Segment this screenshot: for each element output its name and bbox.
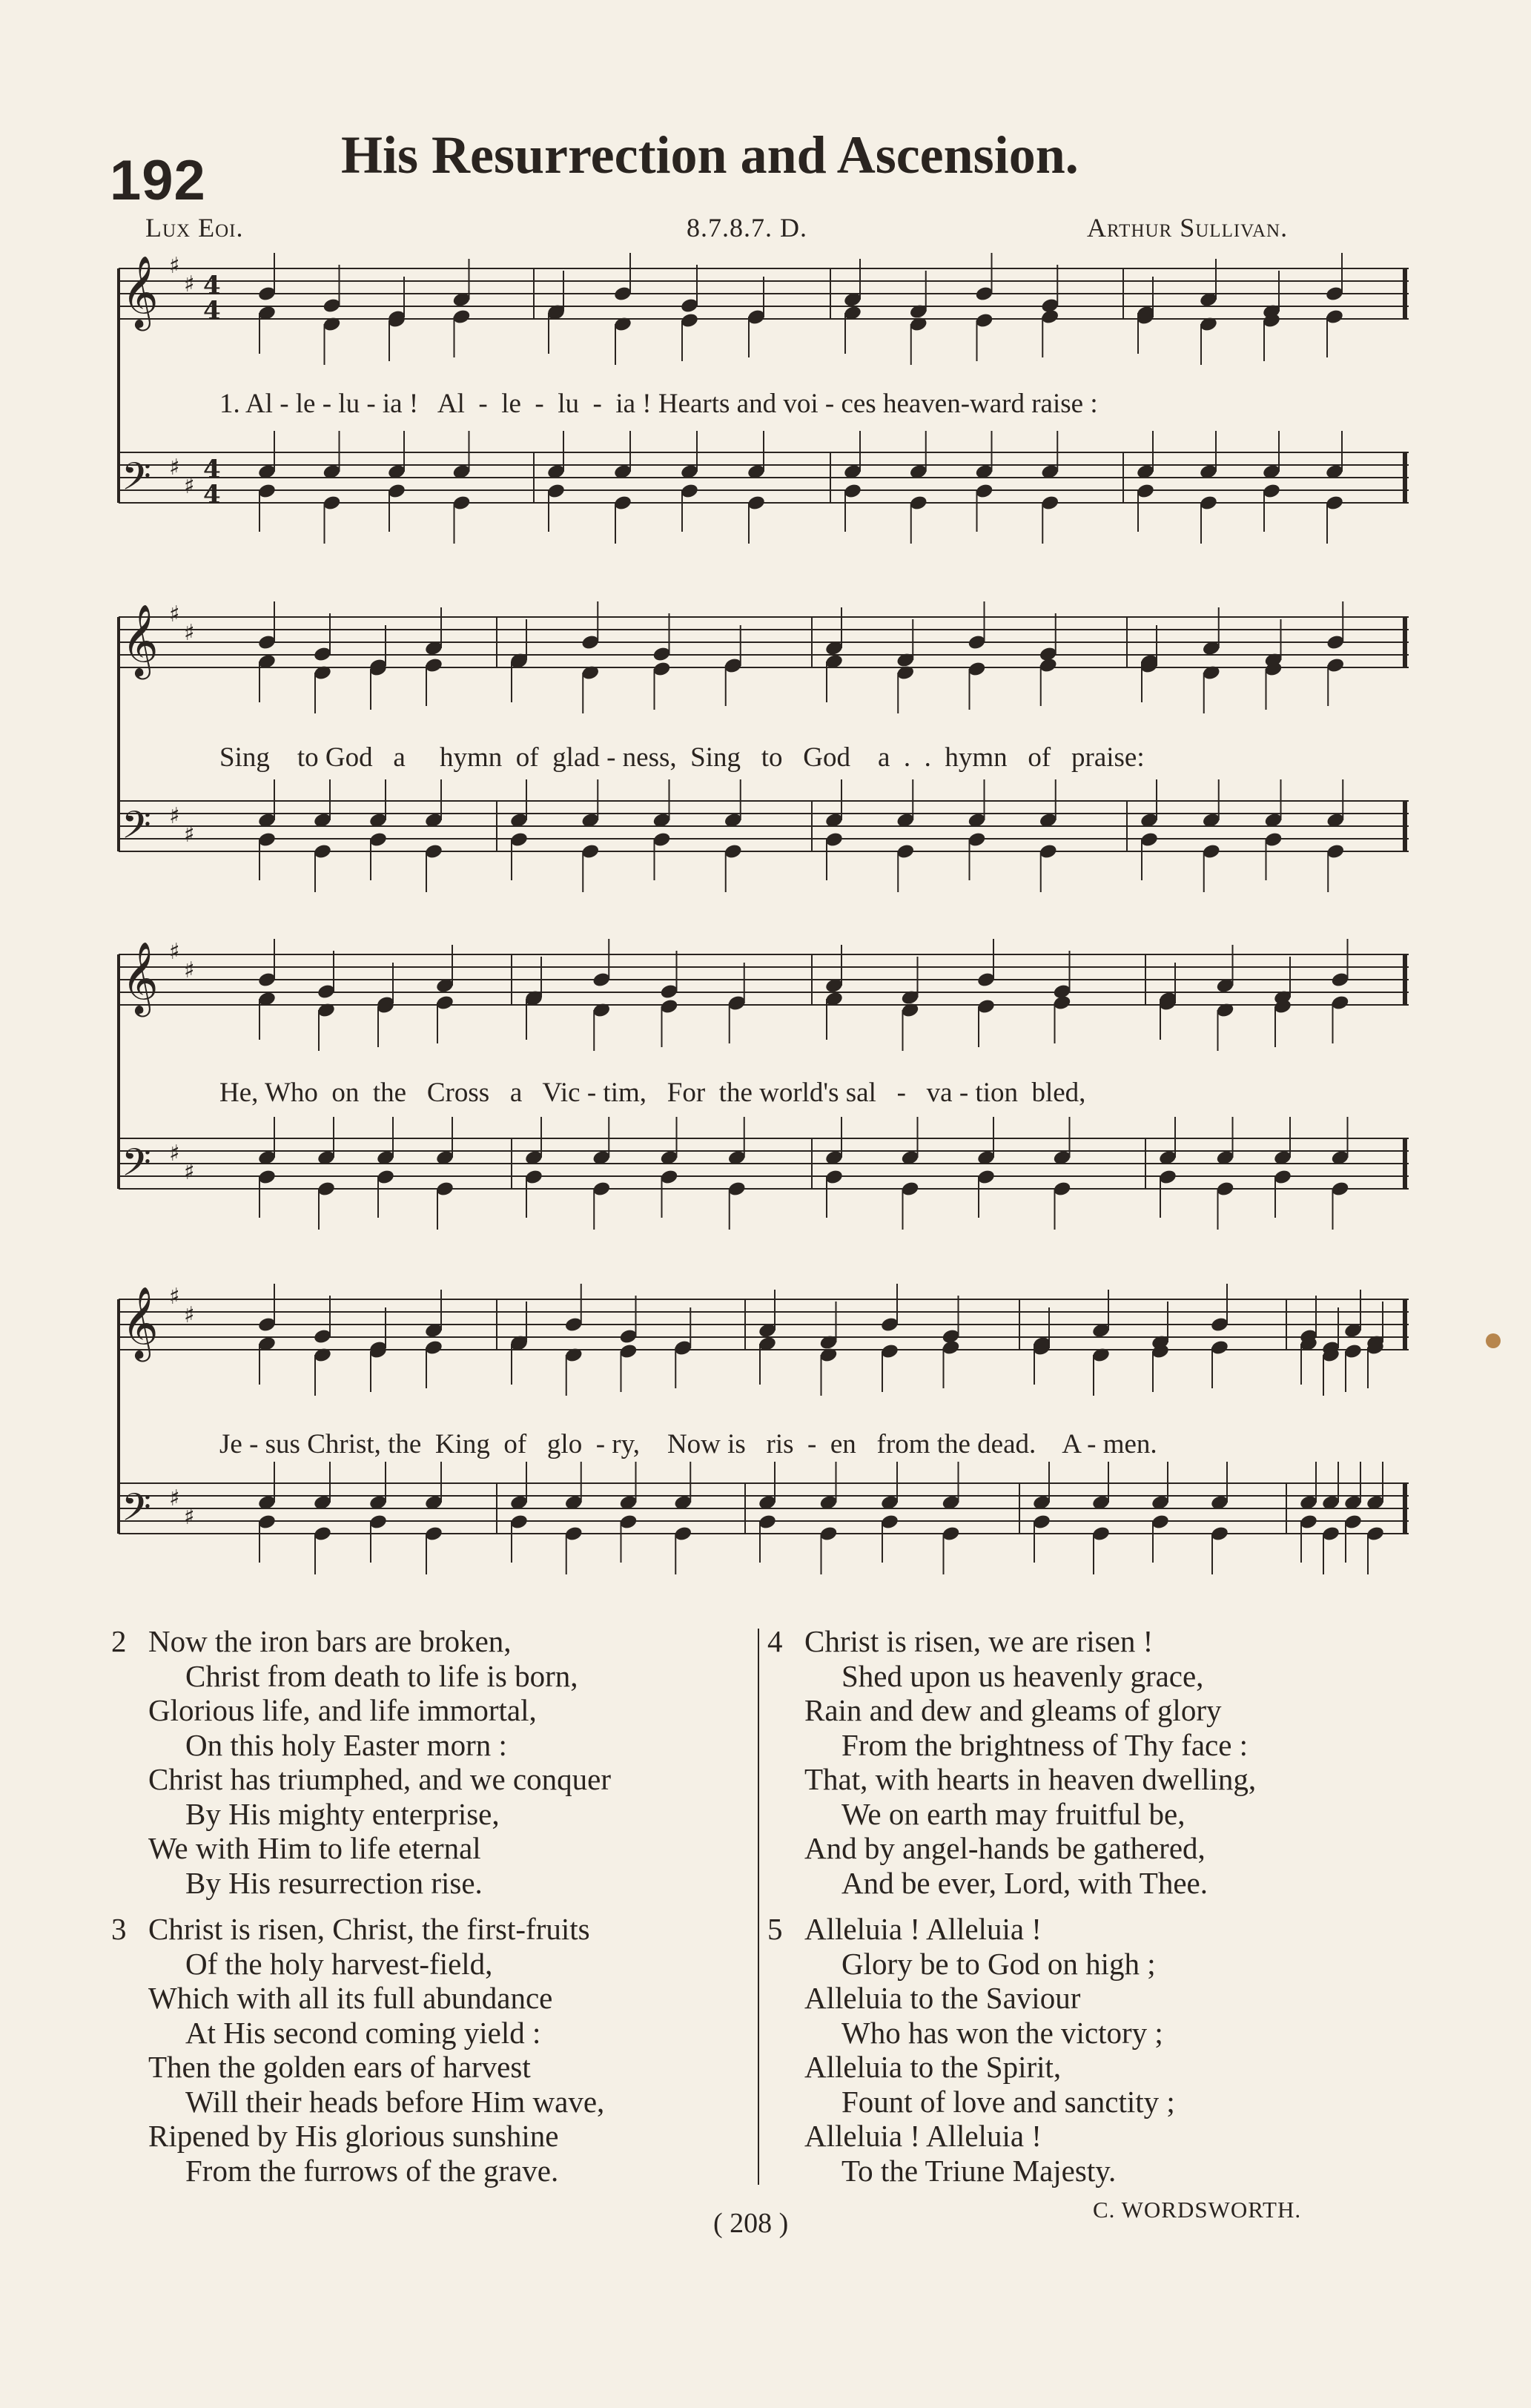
- verse-line: Will their heads before Him wave,: [185, 2084, 605, 2119]
- verse-line: Of the holy harvest-field,: [185, 1946, 493, 1981]
- time-signature-bottom: 4: [203, 296, 221, 326]
- stanza-number: 3: [111, 1912, 127, 1946]
- verse-line: Glorious life, and life immortal,: [148, 1693, 537, 1727]
- music-system-3: [111, 939, 1416, 1272]
- verse-line: Now the iron bars are broken,: [148, 1624, 512, 1658]
- hymn-title: His Resurrection and Ascension.: [341, 125, 1079, 185]
- verse-line: Christ is risen, we are risen !: [804, 1624, 1154, 1658]
- sharp-icon: ♯: [184, 271, 195, 297]
- bass-clef-icon: 𝄢: [122, 1485, 151, 1539]
- verse-line: Christ has triumphed, and we conquer: [148, 1762, 611, 1796]
- stanza-number: 4: [767, 1624, 783, 1658]
- verse-line: We with Him to life eternal: [148, 1831, 481, 1865]
- stanza-3: [111, 1912, 756, 2188]
- column-divider: [758, 1629, 759, 2185]
- lyric-line-1: 1. Al - le - lu - ia ! Al - le - lu - ia ! Hearts and voi - ces heaven-ward raise :: [219, 389, 1098, 419]
- verse-line: Alleluia ! Alleluia !: [804, 2119, 1042, 2153]
- sharp-icon: ♯: [184, 1159, 195, 1185]
- verse-line: Alleluia to the Saviour: [804, 1981, 1081, 2015]
- margin-dot: [1486, 1333, 1501, 1348]
- verse-line: Christ from death to life is born,: [185, 1658, 578, 1693]
- sharp-icon: ♯: [169, 455, 180, 481]
- stanza-2: [111, 1624, 756, 1900]
- lyric-line-3: He, Who on the Cross a Vic - tim, For the world's sal - va - tion bled,: [219, 1078, 1086, 1108]
- verse-line: We on earth may fruitful be,: [841, 1796, 1186, 1831]
- treble-clef-icon: 𝄞: [122, 604, 159, 676]
- sharp-icon: ♯: [169, 253, 180, 279]
- sharp-icon: ♯: [169, 1284, 180, 1310]
- lyric-line-4: Je - sus Christ, the King of glo - ry, Now is ris - en from the dead. A - men.: [219, 1429, 1157, 1459]
- verse-line: From the furrows of the grave.: [185, 2153, 559, 2188]
- time-signature-top: 4: [203, 455, 221, 484]
- sharp-icon: ♯: [169, 601, 180, 627]
- hymn-author: C. WORDSWORTH.: [1093, 2197, 1302, 2223]
- meter: 8.7.8.7. D.: [687, 213, 807, 243]
- sharp-icon: ♯: [184, 1504, 195, 1530]
- verse-line: Shed upon us heavenly grace,: [841, 1658, 1204, 1693]
- verse-line: And by angel-hands be gathered,: [804, 1831, 1206, 1865]
- verse-line: Then the golden ears of harvest: [148, 2050, 531, 2084]
- composer: Arthur Sullivan.: [1087, 213, 1289, 243]
- verse-line: From the brightness of Thy face :: [841, 1727, 1249, 1762]
- stanza-number: 2: [111, 1624, 127, 1658]
- sharp-icon: ♯: [169, 1485, 180, 1511]
- verse-line: Alleluia to the Spirit,: [804, 2050, 1062, 2084]
- verse-line: Who has won the victory ;: [841, 2015, 1163, 2050]
- stanza-4: [767, 1624, 1420, 1900]
- stanza-number: 5: [767, 1912, 783, 1946]
- verse-line: By His mighty enterprise,: [185, 1796, 500, 1831]
- sharp-icon: ♯: [169, 939, 180, 965]
- tune-name: Lux Eoi.: [145, 213, 244, 243]
- verse-line: Ripened by His glorious sunshine: [148, 2119, 559, 2153]
- verse-line: To the Triune Majesty.: [841, 2153, 1117, 2188]
- verse-line: Which with all its full abundance: [148, 1981, 553, 2015]
- time-signature-top: 4: [203, 271, 221, 300]
- music-system-1: [111, 253, 1416, 586]
- sharp-icon: ♯: [169, 803, 180, 829]
- verses-right-column: [767, 1624, 1420, 2200]
- sharp-icon: ♯: [184, 957, 195, 983]
- verse-line: Christ is risen, Christ, the first-fruits: [148, 1912, 590, 1946]
- verse-line: Fount of love and sanctity ;: [841, 2084, 1175, 2119]
- verses-left-column: [111, 1624, 756, 2200]
- sharp-icon: ♯: [184, 822, 195, 848]
- verse-line: By His resurrection rise.: [185, 1865, 483, 1900]
- stanza-5: [767, 1912, 1420, 2188]
- bass-clef-icon: 𝄢: [122, 802, 151, 857]
- hymn-number: 192: [110, 149, 206, 212]
- page-number: ( 208 ): [713, 2208, 789, 2239]
- sharp-icon: ♯: [184, 473, 195, 499]
- verse-line: Rain and dew and gleams of glory: [804, 1693, 1222, 1727]
- sharp-icon: ♯: [184, 620, 195, 646]
- verse-line: At His second coming yield :: [185, 2015, 541, 2050]
- verse-line: That, with hearts in heaven dwelling,: [804, 1762, 1257, 1796]
- verse-line: On this holy Easter morn :: [185, 1727, 507, 1762]
- treble-clef-icon: 𝄞: [122, 1286, 159, 1359]
- time-signature-bottom: 4: [203, 480, 221, 509]
- treble-clef-icon: 𝄞: [122, 255, 159, 328]
- verse-line: Glory be to God on high ;: [841, 1946, 1156, 1981]
- verse-line: Alleluia ! Alleluia !: [804, 1912, 1042, 1946]
- sharp-icon: ♯: [184, 1302, 195, 1328]
- sharp-icon: ♯: [169, 1141, 180, 1167]
- treble-clef-icon: 𝄞: [122, 941, 159, 1014]
- bass-clef-icon: 𝄢: [122, 1140, 151, 1194]
- bass-clef-icon: 𝄢: [122, 454, 151, 508]
- lyric-line-2: Sing to God a hymn of glad - ness, Sing to God a . . hymn of praise:: [219, 742, 1145, 773]
- verse-line: And be ever, Lord, with Thee.: [841, 1865, 1208, 1900]
